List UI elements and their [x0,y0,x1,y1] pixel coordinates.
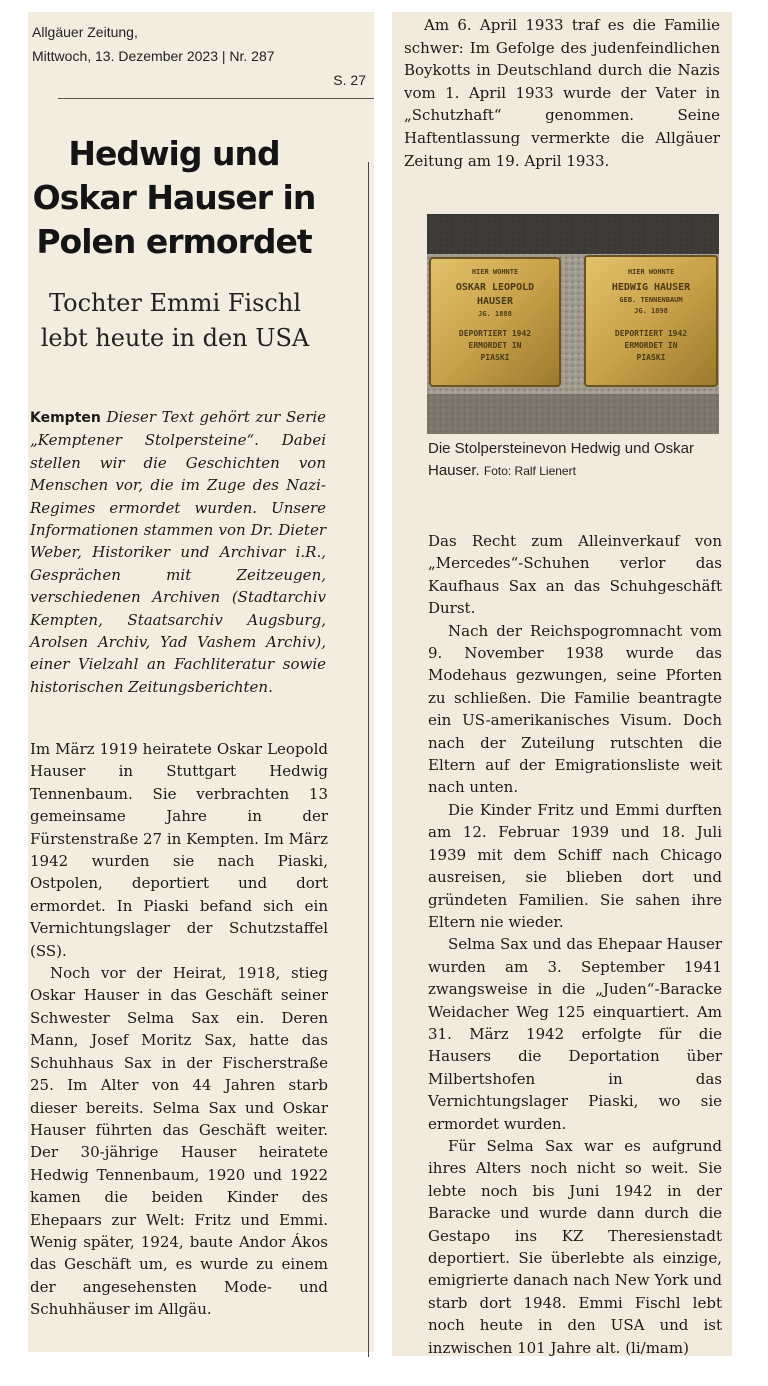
stone-text: PIASKI [480,353,510,362]
stolpersteine-image [427,214,719,434]
header-rule [58,98,374,99]
stone-text: ERMORDET IN [468,341,522,350]
paragraph: Die Kinder Fritz und Emmi durften am 12. Februar 1939 und 18. Juli 1939 mit dem Schiff nach Chicago ausreisen, sie blieben dort und gründeten Familien. Sie sahen ihre Eltern nie wieder. [428,800,722,931]
source-newspaper: Allgäuer Zeitung, [32,24,138,40]
right-top-body [404,14,720,172]
stolperstein-oskar [430,258,560,386]
paragraph: Selma Sax und das Ehepaar Hauser wurden am 3. September 1941 zwangsweise in die „Juden“-Baracke Weidacher Weg 125 einquartiert. Am 31. März 1942 erfolgte für die Hausers die Deportation über Milbertshofen in das Vernichtungslager Piaski, wo sie ermordet wurden. [428,935,722,1133]
stone-text: HIER WOHNTE [627,268,675,276]
source-date-issue: Mittwoch, 13. Dezember 2023 | Nr. 287 [32,48,275,64]
intro-text: Dieser Text gehört zur Serie „Kemptener Stolpersteine“. Dabei stellen wir die Geschichten von Menschen vor, die im Zuge des Nazi-Regimes ermordet wurden. Unsere Informationen stammen von Dr. Dieter Weber, Historiker und Archivar i.R., Gesprächen mit Zeitzeugen, verschiedenen Archiven (Stadtarchiv Kempten, Staatsarchiv Augsburg, Arolsen Archiv, Yad Vashem Archiv), einer Vielzahl an Fachliteratur sowie historischen Zeitungsberichten. [30,408,326,696]
source-page: S. 27 [333,72,366,88]
paragraph: Das Recht zum Alleinverkauf von „Mercedes“-Schuhen verlor das Kaufhaus Sax an das Schuhgeschäft Durst. [428,532,722,618]
subheadline: Tochter Emmi Fischl lebt heute in den USA [40,289,310,352]
column-rule [368,162,369,1357]
dateline: Kempten [30,410,101,426]
stone-text: HAUSER [476,296,514,307]
headline: Hedwig und Oskar Hauser in Polen ermordet [32,134,316,261]
paragraph: Nach der Reichspogromnacht vom 9. November 1938 wurde das Modehaus gezwungen, seine Pforten zu schließen. Die Familie beantragte ein US-amerikanisches Visum. Doch nach der Zuteilung rutschten die Eltern auf der Emigrationsliste weit nach unten. [428,621,722,797]
photo-caption [428,438,720,482]
paragraph: Für Selma Sax war es aufgrund ihres Alters noch nicht so weit. Sie lebte noch bis Juni 1942 in der Baracke und wurde dann durch die Gestapo ins KZ Theresienstadt deportiert. Sie überlebte als einzige, emigrierte danach nach New York und starb dort 1948. Emmi Fischl lebt noch heute in den USA und ist inzwischen 101 Jahre alt. (li/mam) [428,1136,722,1357]
stone-text: OSKAR LEOPOLD [455,282,535,293]
left-body [30,738,328,1321]
stone-text: JG. 1898 [634,307,668,315]
paragraph: Noch vor der Heirat, 1918, stieg Oskar Hauser in das Geschäft seiner Schwester Selma Sax ein. Deren Mann, Josef Moritz Sax, hatte das Schuhhaus Sax in der Fischerstraße 25. Im Alter von 44 Jahren starb dieser bereits. Selma Sax und Oskar Hauser führten das Geschäft weiter. Der 30-jährige Hauser heiratete Hedwig Tennenbaum, 1920 und 1922 kamen die beiden Kinder des Ehepaars zur Welt: Fritz und Emmi. Wenig später, 1924, baute Andor Ákos das Geschäft um, es wurde zu einem der angesehensten Mode- und Schuhhäuser im Allgäu. [30,964,328,1319]
stone-text: DEPORTIERT 1942 [614,329,688,338]
stone-text: JG. 1888 [478,310,512,318]
right-body [428,530,722,1359]
source-label [32,20,370,92]
stone-text: PIASKI [636,353,666,362]
stolpersteine-photo [427,214,719,434]
stone-text: GEB. TENNENBAUM [619,296,683,304]
paragraph: Im März 1919 heiratete Oskar Leopold Hauser in Stuttgart Hedwig Tennenbaum. Sie verbrachten 13 gemeinsame Jahre in der Fürstenstraße 27 in Kempten. Im März 1942 wurden sie nach Piaski, Ostpolen, deportiert und dort ermordet. In Piaski befand sich ein Vernichtungslager der Schutzstaffel (SS). [30,740,328,960]
paragraph: Am 6. April 1933 traf es die Familie schwer: Im Gefolge des judenfeindlichen Boykotts in Deutschland durch die Nazis vom 1. April 1933 wurde der Vater in „Schutzhaft“ genommen. Seine Haftentlassung vermerkte die Allgäuer Zeitung am 19. April 1933. [404,16,720,170]
stone-text: HEDWIG HAUSER [611,282,691,293]
intro-paragraph [30,406,326,698]
photo-credit: Foto: Ralf Lienert [483,464,576,478]
stone-text: HIER WOHNTE [471,268,519,276]
caption-text: Die Stolpersteinevon Hedwig und Oskar Hauser. [428,440,694,479]
stone-text: DEPORTIERT 1942 [458,329,532,338]
stone-text: ERMORDET IN [624,341,678,350]
